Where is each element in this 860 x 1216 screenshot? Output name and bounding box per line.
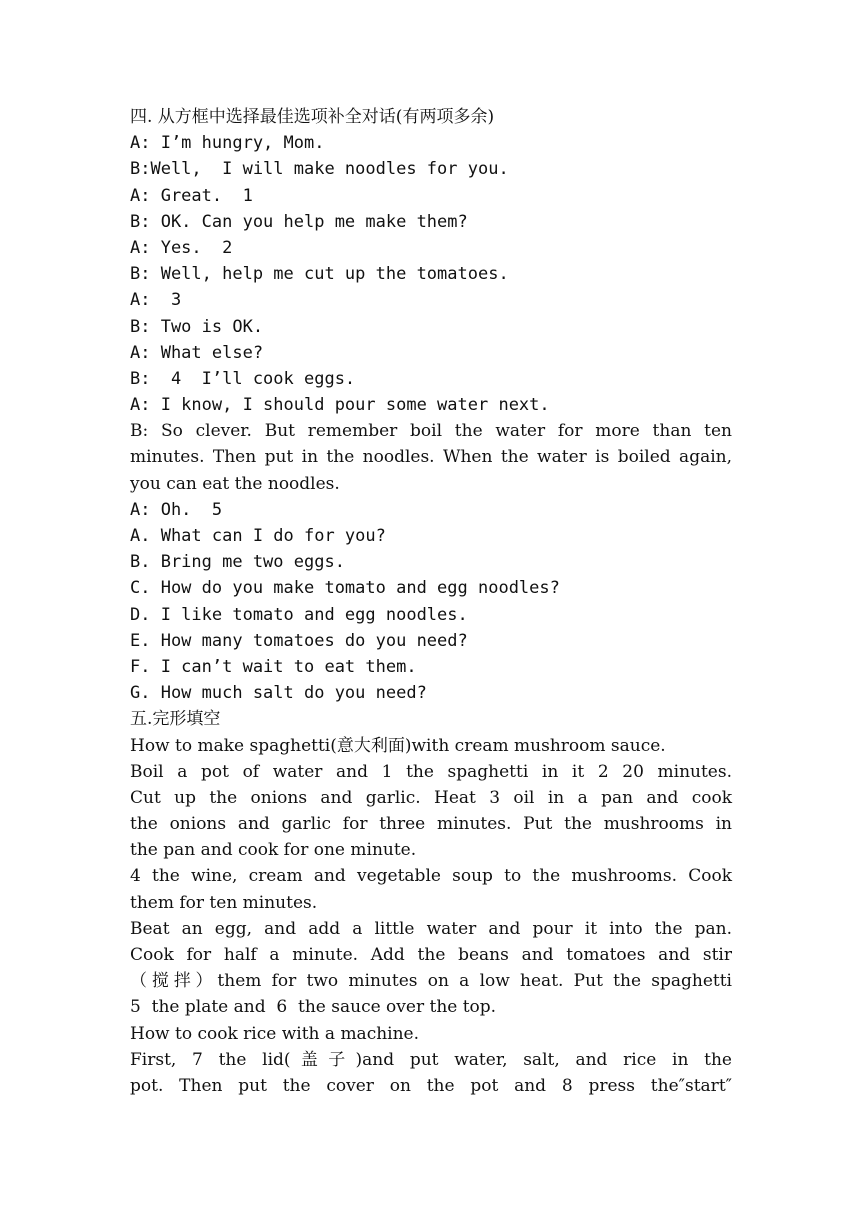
dialogue-line: A: Yes. 2 (130, 237, 233, 258)
passage-line: First, 7 the lid(盖子)and put water, salt, and rice in the (130, 1049, 732, 1070)
dialogue-line: A: 3 (130, 290, 182, 311)
option-line: B. Bring me two eggs. (130, 552, 345, 573)
passage-line: them for ten minutes. (130, 892, 318, 913)
section-four-title: 四. 从方框中选择最佳选项补全对话(有两项多余) (130, 107, 495, 127)
dialogue-line: B:Well, I will make noodles for you. (130, 159, 509, 180)
dialogue-line: you can eat the noodles. (130, 473, 340, 494)
dialogue-line: B: Two is OK. (130, 316, 264, 337)
option-line: E. How many tomatoes do you need? (130, 630, 468, 651)
passage-line: 5 the plate and 6 the sauce over the top. (130, 997, 497, 1018)
passage-line: the onions and garlic for three minutes. Put the mushrooms in (130, 814, 732, 835)
dialogue-line: A: Great. 1 (130, 185, 253, 206)
option-line: C. How do you make tomato and egg noodles? (130, 578, 560, 599)
option-line: A. What can I do for you? (130, 526, 386, 546)
passage-line: 4 the wine, cream and vegetable soup to the mushrooms. Cook (130, 866, 732, 887)
passage-line: Cut up the onions and garlic. Heat 3 oil in a pan and cook (130, 787, 732, 808)
passage-line: Cook for half a minute. Add the beans and tomatoes and stir (130, 945, 732, 965)
passage-line: How to make spaghetti(意大利面)with cream mushroom sauce. (130, 735, 666, 756)
passage-line: pot. Then put the cover on the pot and 8 press the″start″ (130, 1075, 732, 1096)
passage-line: the pan and cook for one minute. (130, 840, 417, 861)
dialogue-line: B: So clever. But remember boil the water for more than ten (130, 421, 732, 442)
dialogue-line: A: Oh. 5 (130, 499, 223, 520)
worksheet-page (130, 104, 732, 1099)
passage-line: Beat an egg, and add a little water and pour it into the pan. (130, 918, 732, 939)
dialogue-line: A: I’m hungry, Mom. (130, 133, 325, 154)
dialogue-line: minutes. Then put in the noodles. When the water is boiled again, (130, 447, 732, 468)
option-line: D. I like tomato and egg noodles. (130, 604, 468, 625)
option-line: G. How much salt do you need? (130, 683, 427, 704)
dialogue-line: B: Well, help me cut up the tomatoes. (130, 264, 509, 285)
option-line: F. I can’t wait to eat them. (130, 656, 417, 677)
passage-line: （搅拌）them for two minutes on a low heat. Put the spaghetti (130, 971, 732, 992)
passage-line: Boil a pot of water and 1 the spaghetti in it 2 20 minutes. (130, 761, 732, 782)
passage-line: How to cook rice with a machine. (130, 1023, 420, 1044)
dialogue-line: A: What else? (130, 342, 264, 363)
section-five-title: 五.完形填空 (130, 709, 221, 730)
dialogue-line: A: I know, I should pour some water next. (130, 395, 550, 416)
dialogue-line: B: 4 I’ll cook eggs. (130, 368, 356, 389)
dialogue-line: B: OK. Can you help me make them? (130, 211, 468, 232)
